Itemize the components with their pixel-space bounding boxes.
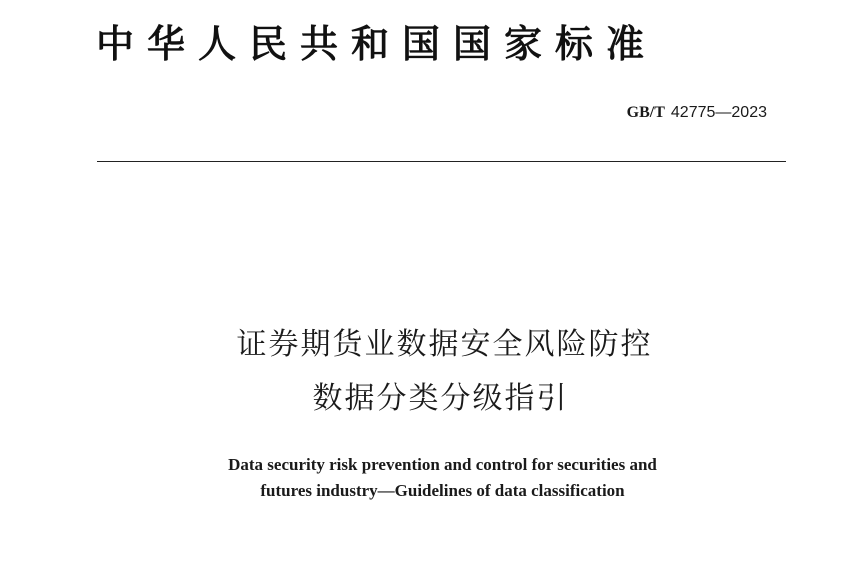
english-title-line-1: Data security risk prevention and control for securities and	[228, 455, 657, 474]
chinese-title-line-1: 证券期货业数据安全风险防控	[236, 327, 653, 362]
standard-code: 42775—2023	[670, 104, 767, 121]
english-title-line-2: futures industry—Guidelines of data classification	[260, 481, 625, 500]
header-divider	[97, 161, 786, 162]
national-standard-heading: 中华人民共和国国家标准	[96, 21, 658, 66]
standard-prefix: GB/T	[626, 104, 665, 121]
standard-number	[627, 102, 767, 124]
chinese-title-line-2: 数据分类分级指引	[312, 381, 569, 416]
